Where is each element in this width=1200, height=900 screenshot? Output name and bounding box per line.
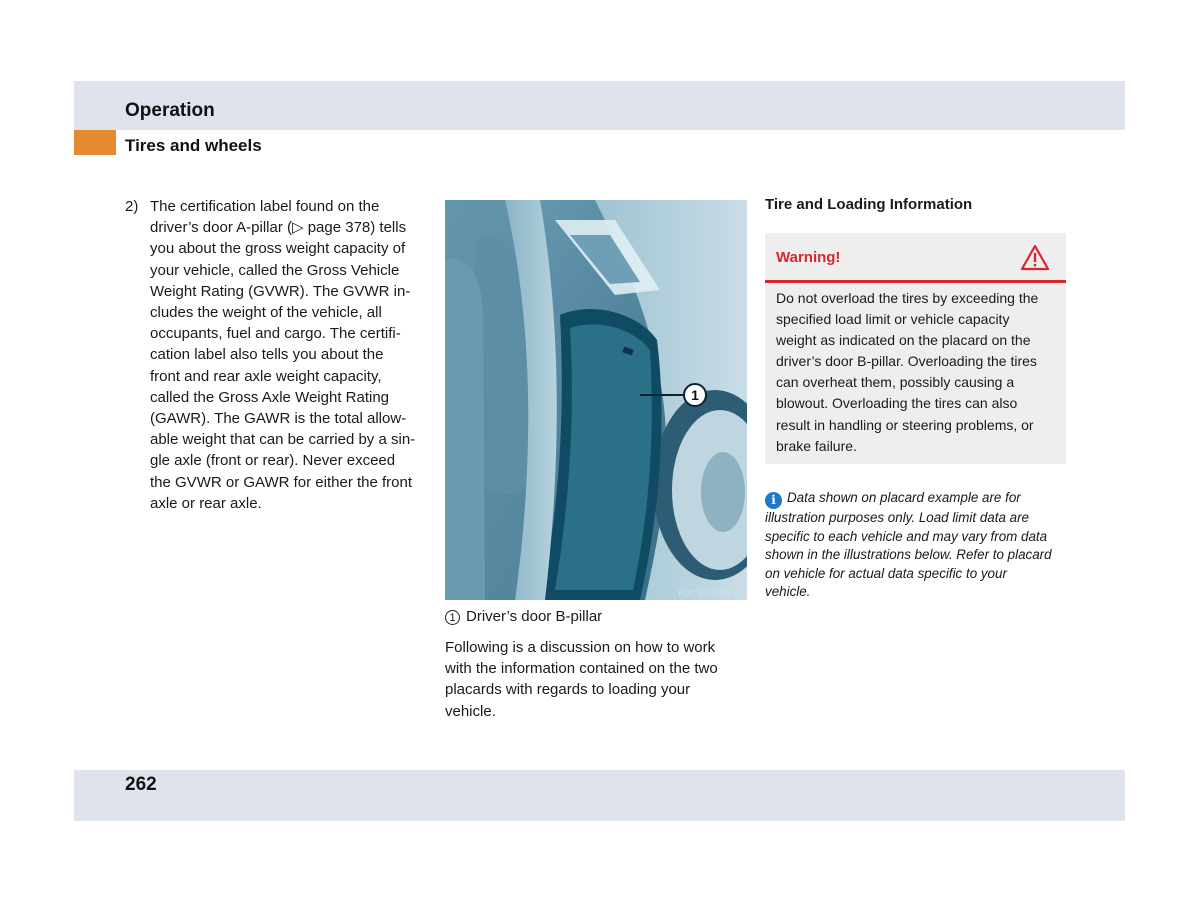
certification-label-paragraph <box>125 196 430 514</box>
footer-band <box>74 770 1125 821</box>
info-note-text: Data shown on placard example are for illustration purposes only. Load limit data are specific to each vehicle and may vary from data shown in the illustrations below. Refer to placard on vehicle for actual data specific to your vehicle. <box>765 490 1052 600</box>
info-icon: i <box>765 492 782 509</box>
section-marker <box>74 130 116 155</box>
placard-discussion-paragraph: Following is a discussion on how to work with the information contained on the two placards with regards to loading your vehicle. <box>445 639 718 720</box>
tire-loading-heading: Tire and Loading Information <box>765 196 973 213</box>
warning-header <box>765 233 1066 283</box>
page-number: 262 <box>125 774 157 795</box>
door-b-pillar-photo <box>445 200 747 600</box>
caption-number: 1 <box>445 610 460 625</box>
figure-caption <box>445 607 602 627</box>
list-item-text: The certification label found on the driver’s door A-pillar (▷ page 378) tells you about the gross weight capacity of your vehicle, called the Gross Vehicle Weight Rating (GVWR). The GVWR in- cludes the weight of the vehicle, all occupants, fuel and cargo. The certifi- cation label also tells you about the front and rear axle weight capacity, called the Gross Axle Weight Rating (GAWR). The GAWR is the total allow- able weight that can be carried by a sin- gle axle (front or rear). Never exceed the GVWR or GAWR for either the front axle or rear axle. <box>150 198 416 512</box>
image-code: P00.10-3674-31 <box>678 588 743 598</box>
header-band <box>74 81 1125 130</box>
warning-box <box>765 233 1066 464</box>
warning-text: Do not overload the tires by exceeding the specified load limit or vehicle capacity weight as indicated on the placard on the driver’s door B-pillar. Overloading the tires can overheat them, possibly causing a blowout. Overloading the tires can also result in handling or steering problems, or brake failure. <box>776 290 1039 454</box>
subsection-title: Tires and wheels <box>125 136 262 155</box>
list-item-number: 2) <box>125 198 139 215</box>
warning-title: Warning! <box>776 249 841 266</box>
callout-1: 1 <box>691 387 699 403</box>
warning-triangle-icon <box>1020 244 1050 271</box>
section-title: Operation <box>125 100 215 121</box>
info-note <box>765 489 1070 602</box>
caption-text: Driver’s door B-pillar <box>466 608 603 625</box>
